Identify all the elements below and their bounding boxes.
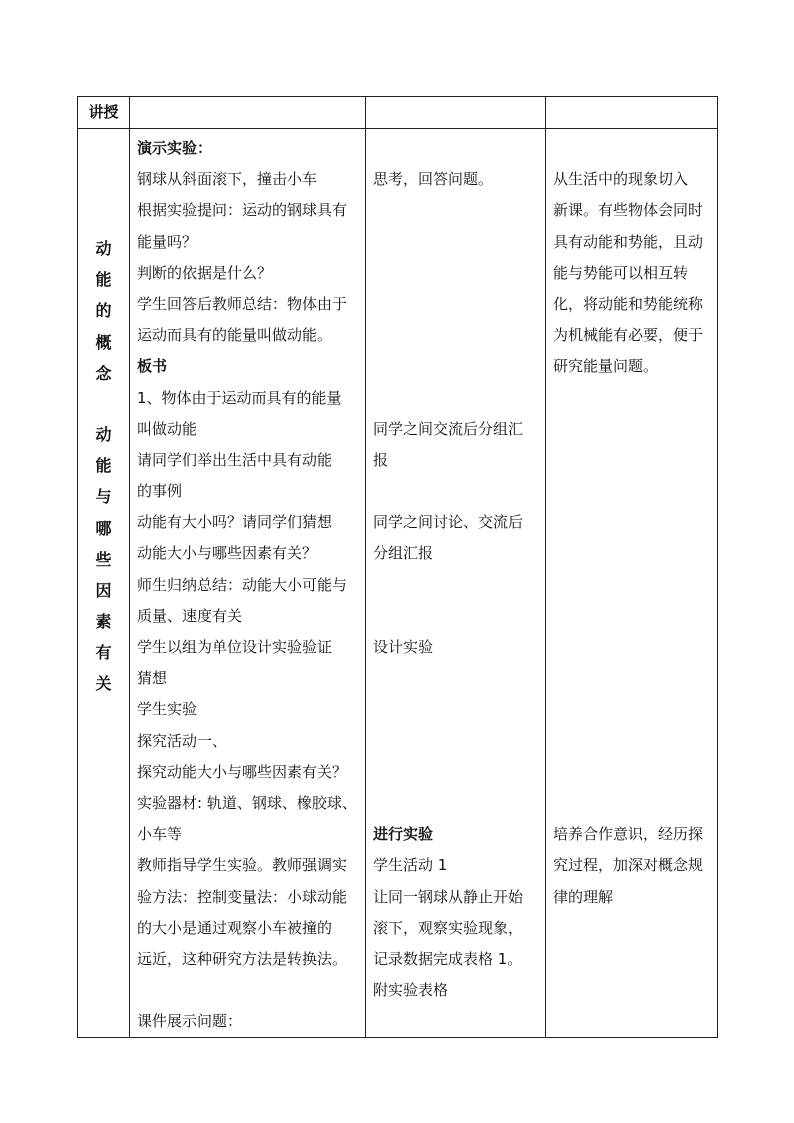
intent-line: 具有动能和势能，且动 [553, 232, 704, 251]
student-activity [366, 129, 545, 1006]
intent-line: 新课。有些物体会同时 [553, 201, 704, 220]
intent-line: 律的理解 [553, 887, 614, 906]
lesson-plan-table [77, 96, 718, 1038]
side-char: 与 [95, 487, 112, 507]
teacher-line: 学生回答后教师总结：物体由于 [137, 294, 348, 313]
student-activity-cell [366, 129, 546, 1038]
side-char: 有 [95, 643, 112, 663]
teacher-line: 实验器材: 轨道、钢球、橡胶球、 [137, 793, 357, 812]
teacher-line: 请同学们举出生活中具有动能 [137, 450, 333, 469]
teacher-line: 动能有大小吗？请同学们猜想 [137, 513, 333, 532]
teacher-line: 的事例 [137, 482, 183, 501]
teacher-line: 学生以组为单位设计实验验证 [137, 638, 333, 656]
teacher-line: 探究动能大小与哪些因素有关？ [137, 762, 348, 781]
side-label [78, 129, 129, 700]
side-char: 能 [95, 270, 112, 290]
teacher-line: 钢球从斜面滚下，撞击小车 [137, 170, 318, 189]
side-char: 念 [95, 363, 112, 383]
student-line: 报 [373, 450, 389, 469]
side-char: 动 [95, 239, 112, 258]
student-line: 记录数据完成表格 1。 [373, 949, 523, 968]
side-char: 能 [95, 456, 112, 476]
side-char: 的 [95, 301, 112, 321]
design-intent [546, 129, 717, 913]
side-char: 因 [95, 580, 112, 600]
student-design: 设计实验 [373, 638, 434, 656]
teacher-line: 根据实验提问：运动的钢球具有 [137, 201, 348, 220]
do-experiment-heading: 进行实验 [373, 825, 434, 844]
student-line: 学生活动 1 [373, 856, 448, 875]
intent-line: 从生活中的现象切入 [553, 170, 689, 189]
teacher-line: 猜想 [137, 669, 168, 688]
demo-heading: 演示实验： [137, 139, 213, 157]
intent-line: 究过程，加深对概念规 [553, 856, 704, 875]
teacher-line: 远近，这种研究方法是转换法。 [137, 949, 348, 968]
student-line: 让同一钢球从静止开始 [373, 887, 524, 906]
teacher-activity [130, 129, 365, 1037]
teacher-line: 教师指导学生实验。教师强调实 [137, 856, 348, 875]
intent-line: 能与势能可以相互转 [553, 263, 689, 282]
teacher-line: 1、物体由于运动而具有的能量 [137, 388, 342, 407]
teacher-last-line: 课件展示问题： [137, 1012, 243, 1031]
header-cell-teacher [130, 97, 366, 129]
teacher-line: 小车等 [137, 825, 183, 844]
teacher-line: 叫做动能 [137, 419, 198, 438]
side-char: 哪 [95, 518, 112, 538]
teacher-line: 运动而具有的能量叫做动能。 [137, 326, 333, 345]
header-cell-intent [546, 97, 718, 129]
student-line: 附实验表格 [373, 981, 449, 1000]
table-header-row [78, 97, 718, 129]
teacher-line: 师生归纳总结：动能大小可能与 [137, 575, 348, 594]
side-char: 概 [95, 332, 112, 352]
board-heading: 板书 [137, 357, 168, 376]
student-line: 分组汇报 [373, 544, 434, 563]
intent-line: 为机械能有必要，便于 [553, 326, 704, 345]
design-intent-cell [546, 129, 718, 1038]
teacher-line: 验方法：控制变量法：小球动能 [137, 887, 348, 906]
teacher-activity-cell [130, 129, 366, 1038]
side-char: 关 [95, 674, 112, 694]
side-char: 动 [95, 424, 112, 444]
side-char: 些 [95, 549, 112, 569]
student-think: 思考，回答问题。 [373, 170, 494, 189]
header-cell-student [366, 97, 546, 129]
student-line: 滚下，观察实验现象， [373, 918, 524, 937]
side-label-cell [78, 129, 130, 1038]
teacher-line: 探究活动一、 [137, 731, 228, 750]
teacher-line: 学生实验 [137, 700, 198, 719]
teacher-line: 质量、速度有关 [137, 606, 243, 625]
student-line: 同学之间交流后分组汇 [373, 419, 524, 438]
header-cell-phase: 讲授 [78, 97, 130, 129]
teacher-line: 判断的依据是什么？ [137, 263, 273, 282]
side-char: 素 [95, 612, 112, 632]
intent-line: 研究能量问题。 [553, 357, 659, 376]
teacher-line: 的大小是通过观察小车被撞的 [137, 918, 333, 937]
table-body-row [78, 129, 718, 1038]
teacher-line: 能量吗？ [137, 232, 198, 251]
teacher-line: 动能大小与哪些因素有关？ [137, 544, 318, 563]
student-line: 同学之间讨论、交流后 [373, 513, 524, 532]
intent-line: 化，将动能和势能统称 [553, 294, 704, 313]
intent-line: 培养合作意识，经历探 [553, 825, 704, 844]
